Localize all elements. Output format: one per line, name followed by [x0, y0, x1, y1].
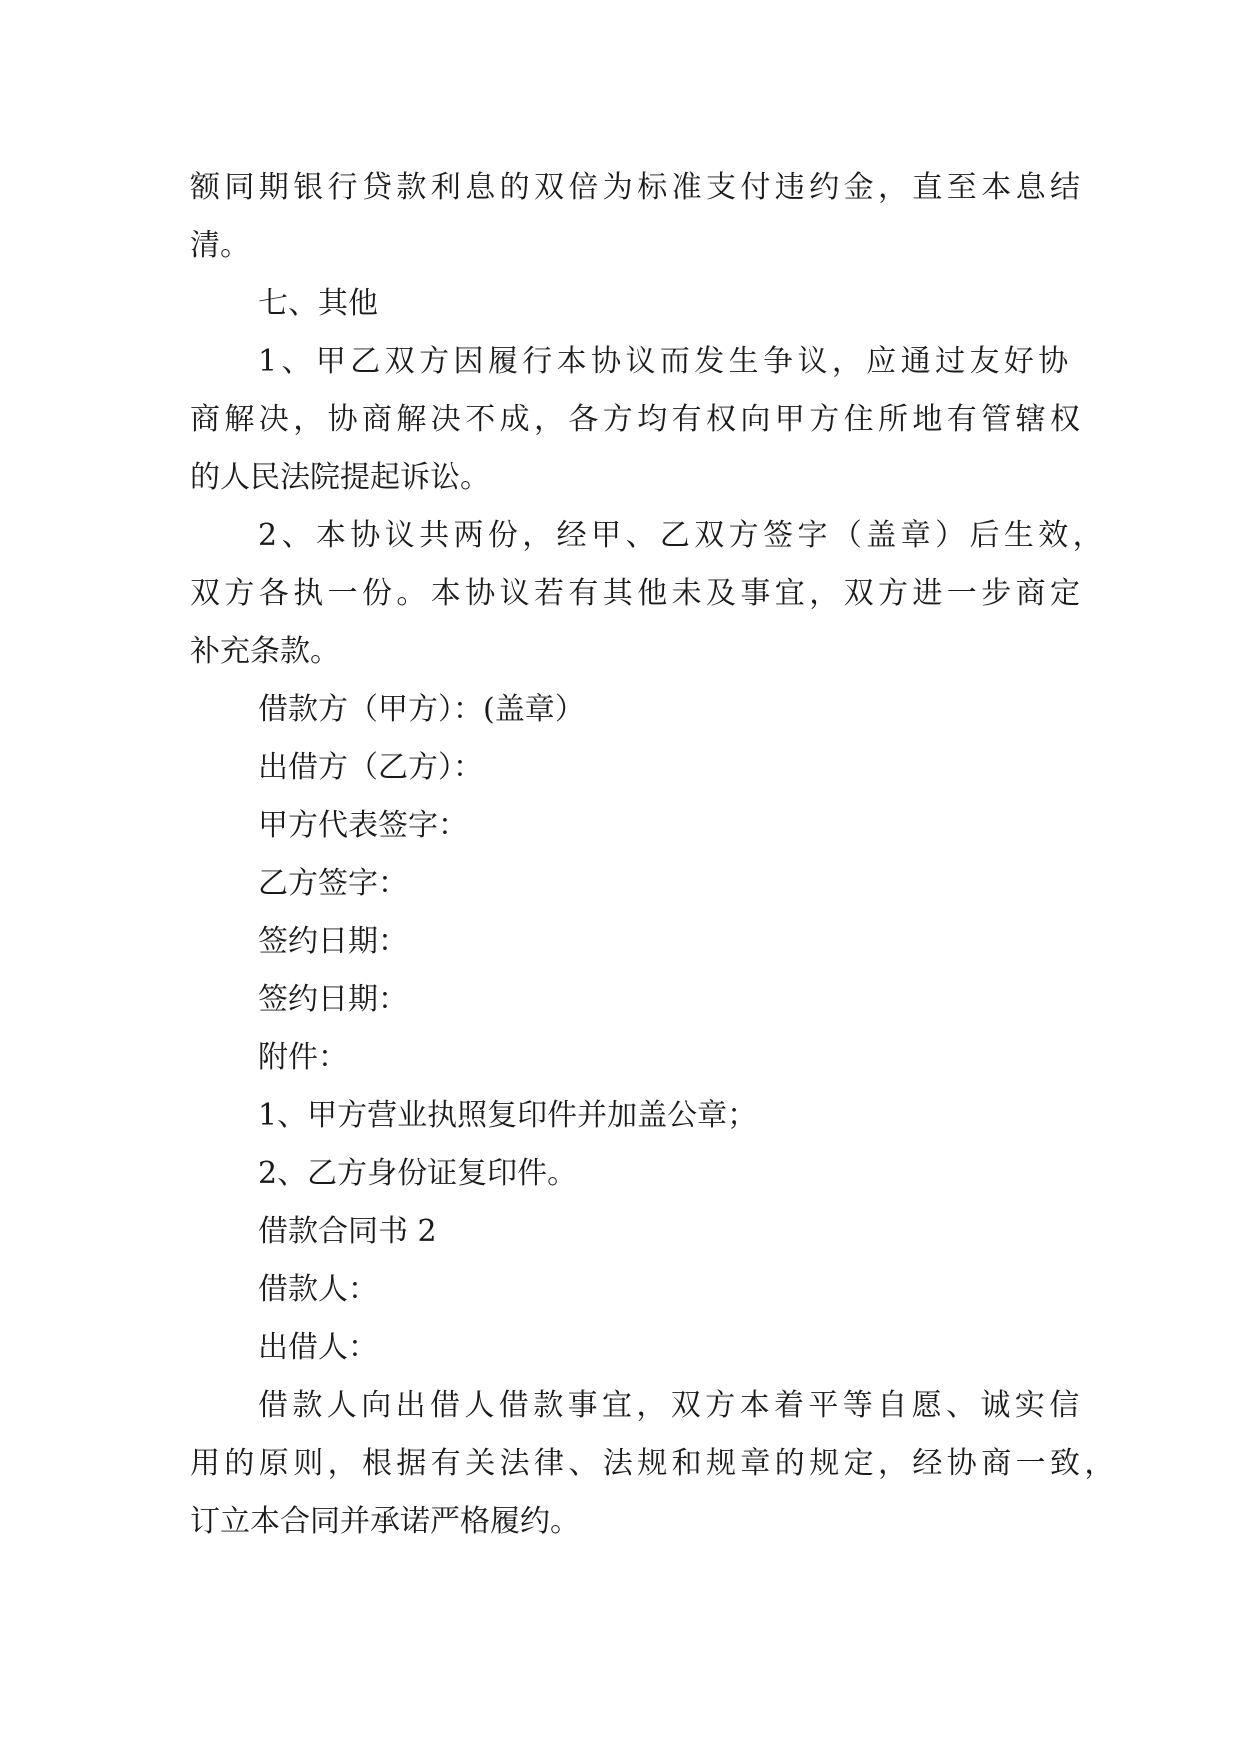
paragraph-line: 的人民法院提起诉讼。: [190, 460, 490, 495]
paragraph-line: 订立本合同并承诺严格履约。: [190, 1504, 580, 1539]
signing-date-line: 签约日期：: [258, 982, 408, 1017]
signing-date-line: 签约日期：: [258, 924, 408, 959]
signature-line-party-b: 乙方签字：: [258, 866, 408, 901]
attachments-heading: 附件：: [258, 1040, 348, 1075]
signature-line-lender: 出借方（乙方）：: [258, 750, 483, 785]
paragraph-line: 额同期银行贷款利息的双倍为标准支付违约金，直至本息结: [190, 170, 1085, 205]
paragraph-line: 1、甲乙双方因履行本协议而发生争议，应通过友好协: [258, 344, 1073, 379]
paragraph-line: 清。: [190, 228, 250, 263]
paragraph-line: 商解决，协商解决不成，各方均有权向甲方住所地有管辖权: [190, 402, 1085, 437]
paragraph-line: 借款人向出借人借款事宜，双方本着平等自愿、诚实信: [258, 1388, 1084, 1423]
paragraph-line: 用的原则，根据有关法律、法规和规章的规定，经协商一致，: [190, 1446, 1119, 1481]
attachment-item: 2、乙方身份证复印件。: [258, 1156, 578, 1191]
borrower-field: 借款人：: [258, 1272, 378, 1307]
paragraph-line: 2、本协议共两份，经甲、乙双方签字（盖章）后生效，: [258, 518, 1108, 553]
attachment-item: 1、甲方营业执照复印件并加盖公章；: [258, 1098, 758, 1133]
signature-line-party-a-rep: 甲方代表签字：: [258, 808, 468, 843]
lender-field: 出借人：: [258, 1330, 378, 1365]
section-heading: 七、其他: [258, 286, 378, 321]
paragraph-line: 补充条款。: [190, 634, 340, 669]
contract-title: 借款合同书 2: [258, 1214, 437, 1249]
signature-line-borrower: 借款方（甲方）：(盖章）: [258, 692, 585, 727]
paragraph-line: 双方各执一份。本协议若有其他未及事宜，双方进一步商定: [190, 576, 1085, 611]
